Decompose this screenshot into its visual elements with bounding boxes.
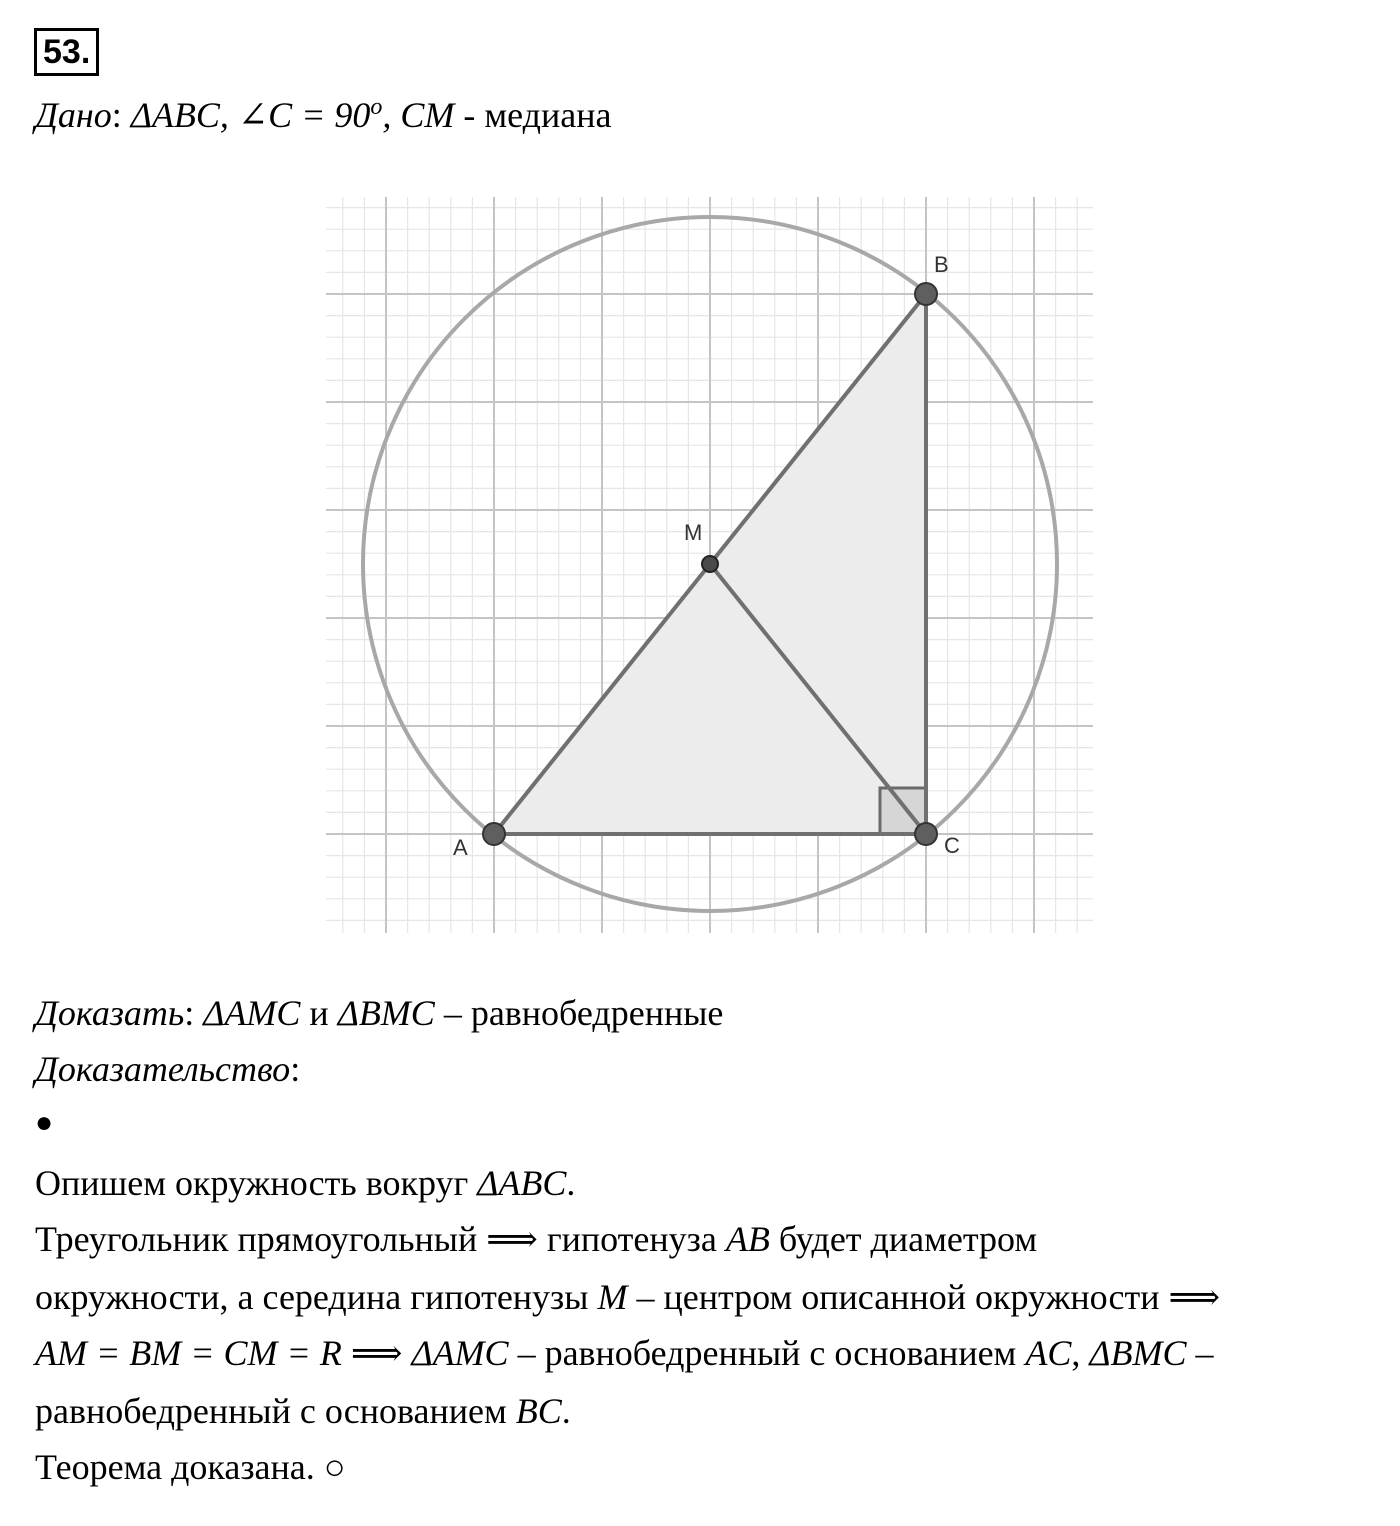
proof-header: [35, 1048, 300, 1090]
math: AB: [725, 1219, 770, 1259]
text: равнобедренный с основанием: [35, 1391, 516, 1431]
given-statement-2: , CM: [382, 95, 455, 135]
math: M: [597, 1277, 628, 1317]
proof-line-3: [35, 1276, 1220, 1318]
label-b: B: [934, 252, 949, 277]
to-prove-line: [35, 992, 723, 1034]
to-prove-tail: – равнобедренные: [434, 993, 724, 1033]
triangle-amc: ΔAMC: [203, 993, 301, 1033]
math: ΔABC: [477, 1163, 567, 1203]
math: AM = BM = CM = R: [35, 1333, 342, 1373]
point-a: [483, 823, 505, 845]
proof-line-2: [35, 1218, 1037, 1260]
proof-line-5: [35, 1390, 571, 1432]
to-prove-label: Доказать: [35, 993, 185, 1033]
proof-line-1: [35, 1162, 575, 1204]
math: ΔBMC: [1089, 1333, 1187, 1373]
text: окружности, а середина гипотенузы: [35, 1277, 598, 1317]
given-label: Дано: [35, 95, 112, 135]
text: – равнобедренный с основанием: [508, 1333, 1026, 1373]
label-a: A: [453, 835, 468, 860]
proof-line-6: Теорема доказана. ○: [35, 1447, 346, 1487]
point-m: [702, 556, 718, 572]
text: –: [1186, 1333, 1214, 1373]
point-b: [915, 283, 937, 305]
given-statement: ΔABC, ∠C = 90: [130, 95, 371, 135]
label-m: M: [684, 520, 703, 545]
proof-colon: :: [290, 1049, 301, 1089]
point-c: [915, 823, 937, 845]
text: .: [561, 1391, 571, 1431]
text: Опишем окружность вокруг: [35, 1163, 478, 1203]
given-tail: - медиана: [454, 95, 612, 135]
math: AC: [1025, 1333, 1072, 1373]
bullet: ●: [35, 1106, 54, 1139]
math: ΔAMC: [411, 1333, 509, 1373]
text: будет диаметром: [769, 1219, 1038, 1259]
text: ,: [1071, 1333, 1090, 1373]
conjunction: и: [300, 993, 338, 1033]
degree-mark: o: [370, 94, 383, 120]
math: BC: [515, 1391, 562, 1431]
problem-number: 53.: [34, 28, 99, 76]
text: ⟹: [341, 1333, 412, 1373]
text: .: [566, 1163, 576, 1203]
text: – центром описанной окружности ⟹: [627, 1277, 1221, 1317]
given-colon: :: [111, 95, 131, 135]
proof-line-4: [35, 1332, 1213, 1374]
to-prove-colon: :: [184, 993, 204, 1033]
label-c: C: [944, 833, 960, 858]
triangle-bmc: ΔBMC: [337, 993, 435, 1033]
text: Треугольник прямоугольный ⟹ гипотенуза: [35, 1219, 726, 1259]
proof-label: Доказательство: [35, 1049, 291, 1089]
